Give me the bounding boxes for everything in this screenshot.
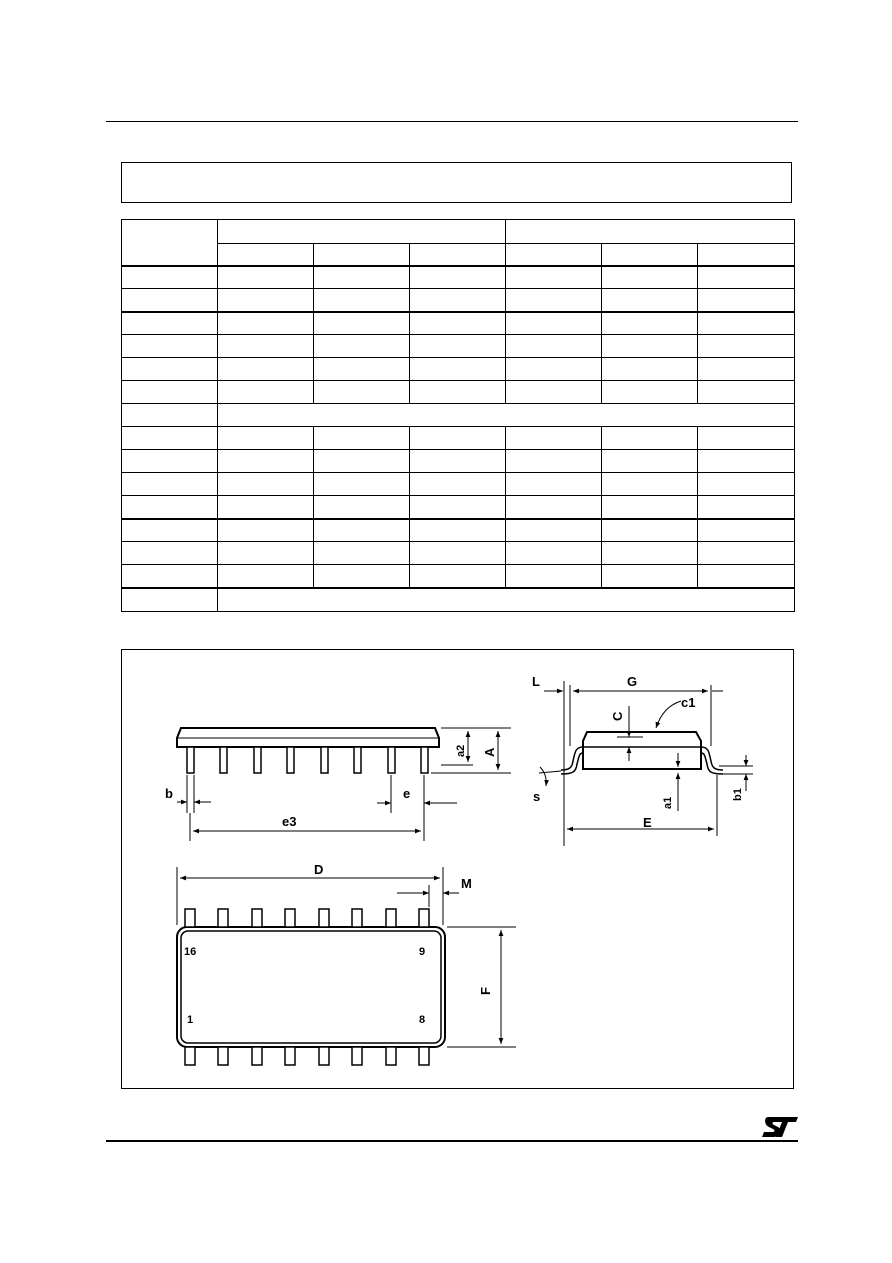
- table-header-group-2: [506, 220, 795, 244]
- table-row: [122, 496, 795, 519]
- label-a1: a1: [662, 796, 674, 809]
- label-F: F: [478, 987, 493, 995]
- table-row: [122, 519, 795, 542]
- label-G: G: [627, 674, 638, 689]
- pin-label-1: 1: [187, 1014, 194, 1026]
- table-header-group-1: [218, 220, 506, 244]
- table-header-row: [122, 220, 795, 244]
- label-b1: b1: [732, 788, 744, 801]
- table-row: [122, 358, 795, 381]
- label-a2: a2: [455, 744, 467, 757]
- label-D: D: [314, 862, 324, 877]
- footer-rule: [106, 1140, 798, 1142]
- label-E: E: [643, 815, 652, 830]
- table-row: [122, 450, 795, 473]
- label-L: L: [532, 674, 540, 689]
- label-s: s: [533, 789, 541, 804]
- table-row: [122, 266, 795, 289]
- table-subheader-cell: [314, 244, 410, 266]
- pin-label-8: 8: [419, 1014, 426, 1026]
- label-c1: c1: [681, 695, 696, 710]
- st-logo-icon: [760, 1115, 800, 1139]
- label-C: C: [610, 711, 625, 721]
- package-outline-drawing: [122, 650, 793, 1088]
- table-row: [122, 473, 795, 496]
- table-header-dim: [122, 220, 218, 266]
- title-box: [121, 162, 792, 203]
- label-b: b: [165, 786, 173, 801]
- header-rule: [106, 121, 798, 122]
- table-row: [122, 335, 795, 358]
- top-view: [177, 867, 516, 1065]
- dimensions-table: [121, 219, 795, 612]
- package-drawing-frame: [121, 649, 794, 1089]
- table-row: [122, 542, 795, 565]
- table-subheader-cell: [602, 244, 698, 266]
- table-row: [122, 289, 795, 312]
- table-row: [122, 381, 795, 404]
- pin-label-16: 16: [184, 946, 197, 958]
- table-subheader-cell: [410, 244, 506, 266]
- label-A: A: [482, 747, 497, 757]
- pin-label-9: 9: [419, 946, 426, 958]
- table-row-merged: [122, 588, 795, 612]
- table-row: [122, 565, 795, 588]
- table-row: [122, 427, 795, 450]
- table-subheader-row: [122, 244, 795, 266]
- table-row: [122, 312, 795, 335]
- table-subheader-cell: [218, 244, 314, 266]
- label-e3: e3: [282, 814, 297, 829]
- label-e: e: [403, 786, 411, 801]
- table-row-merged: [122, 404, 795, 427]
- table-subheader-cell: [506, 244, 602, 266]
- table-subheader-cell: [698, 244, 795, 266]
- label-M: M: [461, 876, 472, 891]
